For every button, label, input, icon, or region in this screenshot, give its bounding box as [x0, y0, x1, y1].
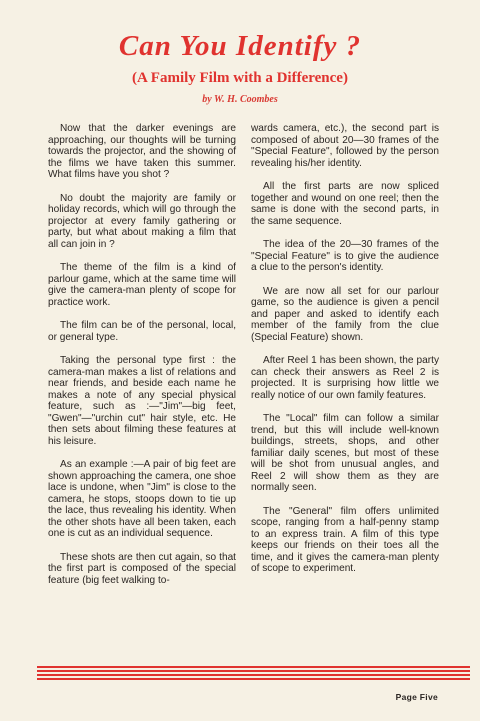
paragraph: No doubt the majority are family or holiday records, which will go through the projector at every family gathering or party, but what about making a film that all can join in ? — [48, 192, 236, 250]
paragraph: The idea of the 20—30 frames of the "Special Feature" is to give the audience a clue to the person's identity. — [251, 239, 439, 273]
article-byline: by W. H. Coombes — [202, 94, 278, 105]
article-title: Can You Identify ? — [118, 30, 362, 62]
paragraph: These shots are then cut again, so that the first part is composed of the special feature (big feet walking to- — [48, 551, 236, 586]
paragraph: As an example :—A pair of big feet are shown approaching the camera, one shoe lace is undone, when "Jim" is close to the camera, he stops, stoops down to tie up the lace, thus revealing his identity. When the other shots have all been taken, each one is cut as an individual sequence. — [48, 459, 236, 539]
footer-rules — [37, 666, 470, 682]
rule-line — [37, 666, 470, 668]
paragraph: We are now all set for our parlour game, so the audience is given a pencil and paper and asked to identify each member of the family from the clue (Special Feature) shown. — [251, 285, 439, 343]
right-column — [251, 123, 439, 587]
rule-line — [37, 670, 470, 672]
paragraph: The "General" film offers unlimited scope, ranging from a half-penny stamp to an express train. A film of this type keeps our friends on their toes all the time, and it gives the camera-man plenty of scope to experiment. — [251, 505, 439, 574]
paragraph: All the first parts are now spliced together and wound on one reel; then the same is done with the second parts, in the same sequence. — [251, 181, 439, 227]
paragraph: After Reel 1 has been shown, the party can check their answers as Reel 2 is projected. It is surprising how little we really notice of our own family features. — [251, 355, 439, 401]
paragraph: The theme of the film is a kind of parlour game, which at the same time will give the camera-man plenty of scope for practice work. — [48, 262, 236, 308]
paragraph: Taking the personal type first : the camera-man makes a list of relations and near friends, and beside each name he makes a note of any special physical feature, such as :—"Jim"—big feet, "Gwen"—"urchin cut" hair style, etc. He then sets about filming these features at his leisure. — [48, 355, 236, 447]
paragraph: Now that the darker evenings are approaching, our thoughts will be turning towards the projector, and the showing of the films we have taken this summer. What films have you shot ? — [48, 123, 236, 180]
rule-line — [37, 678, 470, 680]
paragraph: wards camera, etc.), the second part is composed of about 20—30 frames of the "Special Feature", followed by the person revealing his/her identity. — [251, 123, 439, 169]
page-number: Page Five — [395, 692, 438, 702]
article-subtitle: (A Family Film with a Difference) — [132, 70, 348, 86]
paragraph: The film can be of the personal, local, or general type. — [48, 320, 236, 343]
rule-line — [37, 674, 470, 676]
paragraph: The "Local" film can follow a similar trend, but this will include well-known buildings, streets, shops, and other familiar daily scenes, but most of these will be shot from unusual angles, and Reel 2 will show them as they are normally seen. — [251, 413, 439, 493]
left-column — [48, 123, 236, 598]
